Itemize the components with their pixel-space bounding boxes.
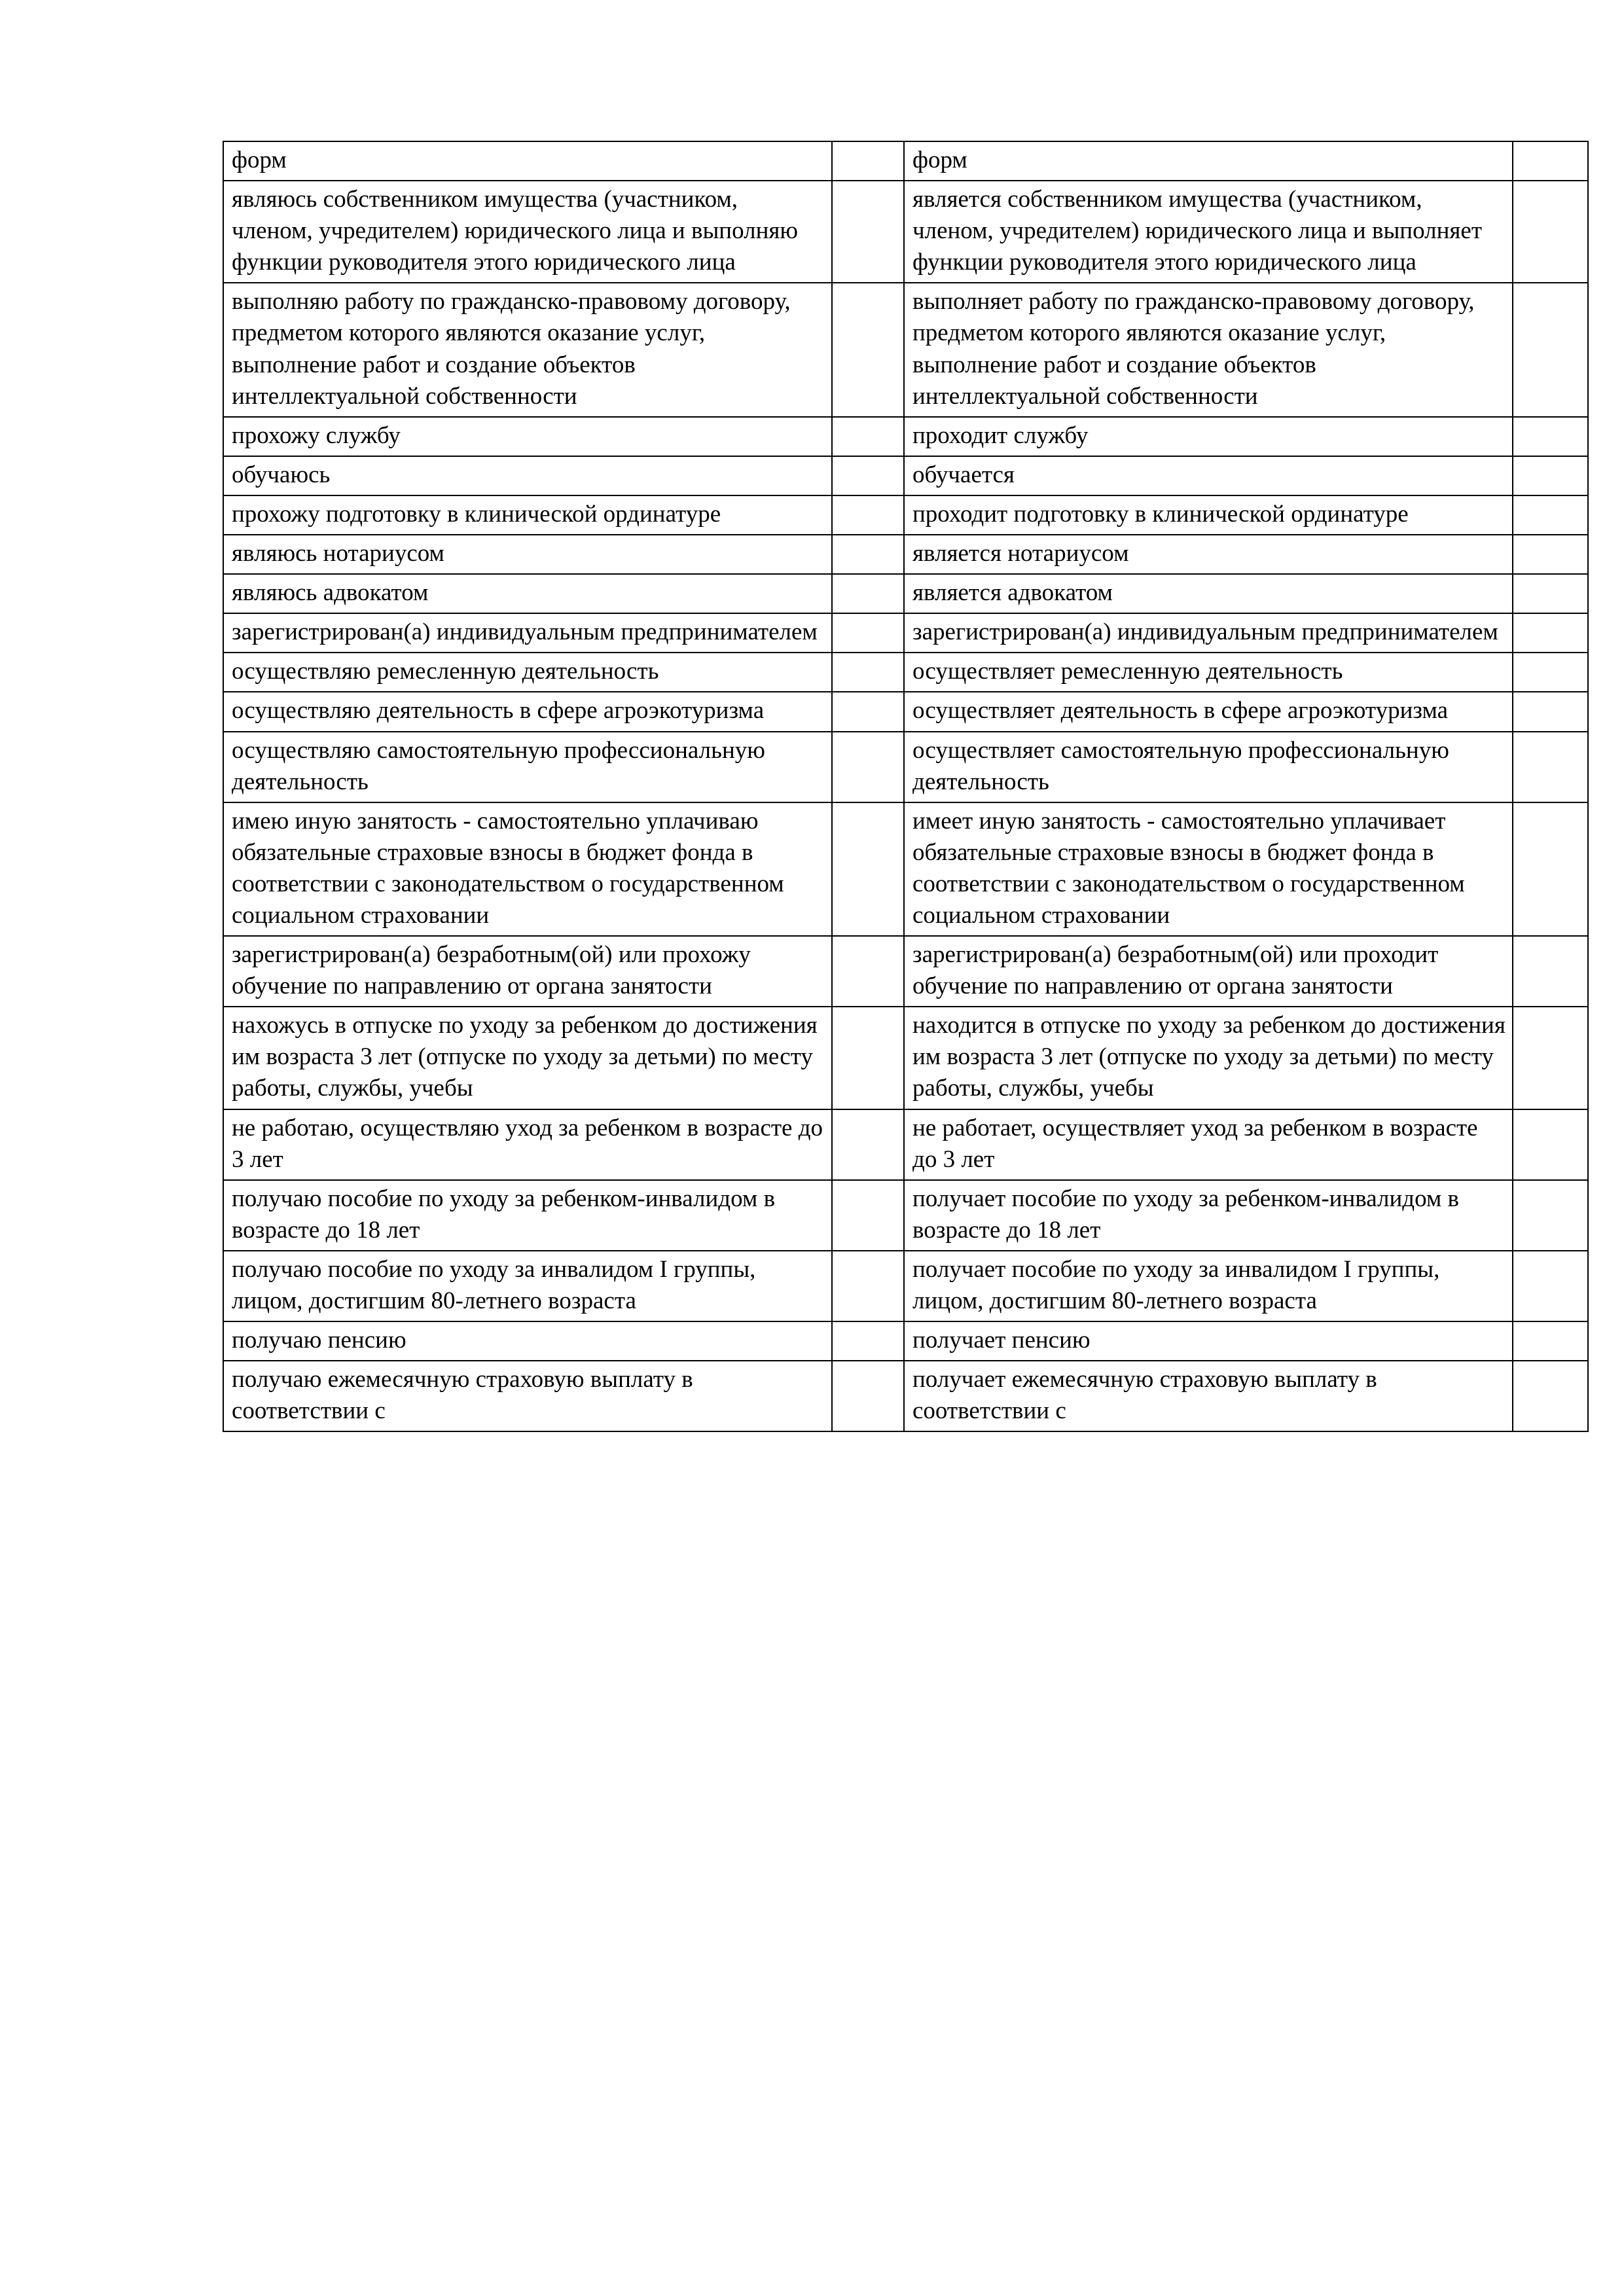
third-person-checkbox-cell[interactable]: [1513, 535, 1588, 574]
table-row: [223, 613, 1588, 653]
self-checkbox-cell[interactable]: [832, 181, 904, 283]
table-body: [223, 141, 1588, 1431]
self-checkbox-cell[interactable]: [832, 732, 904, 802]
self-statement-cell: [223, 535, 832, 574]
self-statement-cell: [223, 1251, 832, 1321]
table-row: [223, 802, 1588, 936]
self-checkbox-cell[interactable]: [832, 1321, 904, 1361]
self-statement-text: прохожу службу: [232, 422, 401, 449]
third-person-statement-cell: [904, 1251, 1513, 1321]
table-row: [223, 653, 1588, 692]
third-person-checkbox-cell[interactable]: [1513, 495, 1588, 535]
self-statement-text: зарегистрирован(а) индивидуальным предпринимателем: [232, 619, 818, 646]
self-statement-cell: [223, 653, 832, 692]
third-person-statement-cell: [904, 181, 1513, 283]
self-statement-text: имею иную занятость - самостоятельно уплачиваю обязательные страховые взносы в бюджет фонда в соответствии с законодательством о государственном социальном страховании: [232, 807, 784, 929]
self-statement-cell: [223, 456, 832, 495]
third-person-statement-cell: [904, 936, 1513, 1007]
third-person-statement-cell: [904, 495, 1513, 535]
third-person-statement-cell: [904, 456, 1513, 495]
third-person-statement-text: не работает, осуществляет уход за ребенком в возрасте до 3 лет: [912, 1114, 1478, 1173]
third-person-statement-text: форм: [912, 147, 967, 173]
third-person-checkbox-cell[interactable]: [1513, 456, 1588, 495]
self-checkbox-cell[interactable]: [832, 1007, 904, 1109]
self-statement-text: выполняю работу по гражданско-правовому договору, предметом которого являются оказание услуг, выполнение работ и создание объектов интеллектуальной собственности: [232, 288, 791, 410]
table-row: [223, 1180, 1588, 1251]
self-statement-cell: [223, 141, 832, 181]
table-row: [223, 1109, 1588, 1180]
third-person-statement-cell: [904, 1321, 1513, 1361]
self-statement-text: нахожусь в отпуске по уходу за ребенком до достижения им возраста 3 лет (отпуске по уходу за детьми) по месту работы, службы, учебы: [232, 1012, 818, 1102]
third-person-statement-text: обучается: [912, 461, 1015, 488]
table-row: [223, 283, 1588, 416]
self-checkbox-cell[interactable]: [832, 535, 904, 574]
self-statement-cell: [223, 283, 832, 416]
third-person-statement-text: проходит службу: [912, 422, 1089, 449]
third-person-statement-cell: [904, 141, 1513, 181]
third-person-statement-text: проходит подготовку в клинической ординатуре: [912, 500, 1409, 528]
table-row: [223, 535, 1588, 574]
third-person-statement-text: имеет иную занятость - самостоятельно уплачивает обязательные страховые взносы в бюджет фонда в соответствии с законодательством о государственном социальном страховании: [912, 807, 1465, 929]
third-person-statement-cell: [904, 535, 1513, 574]
table-row: [223, 456, 1588, 495]
self-statement-text: осуществляю самостоятельную профессиональную деятельность: [232, 736, 765, 795]
third-person-statement-text: является адвокатом: [912, 579, 1113, 607]
self-checkbox-cell[interactable]: [832, 1251, 904, 1321]
self-statement-text: получаю пособие по уходу за инвалидом I группы, лицом, достигшим 80-летнего возраста: [232, 1255, 756, 1314]
third-person-checkbox-cell[interactable]: [1513, 141, 1588, 181]
third-person-statement-cell: [904, 574, 1513, 613]
table-row: [223, 417, 1588, 456]
third-person-statement-cell: [904, 1007, 1513, 1109]
table-row: [223, 141, 1588, 181]
self-statement-text: являюсь нотариусом: [232, 540, 444, 567]
third-person-checkbox-cell[interactable]: [1513, 692, 1588, 731]
self-checkbox-cell[interactable]: [832, 1109, 904, 1180]
self-statement-text: зарегистрирован(а) безработным(ой) или прохожу обучение по направлению от органа занятости: [232, 941, 751, 1000]
self-statement-cell: [223, 495, 832, 535]
table-row: [223, 692, 1588, 731]
third-person-statement-cell: [904, 1180, 1513, 1251]
self-statement-cell: [223, 732, 832, 802]
third-person-statement-text: является собственником имущества (участником, членом, учредителем) юридического лица и выполняет функции руководителя этого юридического лица: [912, 186, 1482, 276]
third-person-statement-cell: [904, 732, 1513, 802]
self-statement-cell: [223, 417, 832, 456]
self-statement-text: получаю ежемесячную страховую выплату в соответствии с: [232, 1366, 693, 1425]
third-person-statement-text: осуществляет деятельность в сфере агроэкотуризма: [912, 697, 1449, 725]
table-row: [223, 936, 1588, 1007]
self-statement-text: получаю пенсию: [232, 1327, 406, 1354]
self-statement-cell: [223, 692, 832, 731]
third-person-statement-text: получает пособие по уходу за ребенком-инвалидом в возрасте до 18 лет: [912, 1185, 1459, 1244]
third-person-statement-text: зарегистрирован(а) безработным(ой) или проходит обучение по направлению от органа занятости: [912, 941, 1439, 1000]
third-person-statement-cell: [904, 1109, 1513, 1180]
table-row: [223, 181, 1588, 283]
self-statement-cell: [223, 1180, 832, 1251]
third-person-checkbox-cell[interactable]: [1513, 653, 1588, 692]
self-statement-cell: [223, 574, 832, 613]
self-statement-cell: [223, 613, 832, 653]
third-person-checkbox-cell[interactable]: [1513, 802, 1588, 936]
third-person-statement-text: получает пенсию: [912, 1327, 1091, 1354]
third-person-statement-text: получает ежемесячную страховую выплату в соответствии с: [912, 1366, 1377, 1425]
self-statement-text: осуществляю деятельность в сфере агроэкотуризма: [232, 697, 765, 725]
third-person-checkbox-cell[interactable]: [1513, 1321, 1588, 1361]
table-row: [223, 1251, 1588, 1321]
self-statement-text: форм: [232, 147, 287, 173]
third-person-checkbox-cell[interactable]: [1513, 1109, 1588, 1180]
self-statement-text: осуществляю ремесленную деятельность: [232, 658, 659, 685]
self-checkbox-cell[interactable]: [832, 613, 904, 653]
table-row: [223, 1321, 1588, 1361]
self-statement-text: являюсь адвокатом: [232, 579, 429, 607]
self-statement-cell: [223, 1361, 832, 1431]
third-person-checkbox-cell[interactable]: [1513, 181, 1588, 283]
table-row: [223, 574, 1588, 613]
third-person-checkbox-cell[interactable]: [1513, 574, 1588, 613]
third-person-statement-cell: [904, 802, 1513, 936]
third-person-checkbox-cell[interactable]: [1513, 1007, 1588, 1109]
self-statement-text: прохожу подготовку в клинической ординатуре: [232, 500, 721, 528]
self-checkbox-cell[interactable]: [832, 141, 904, 181]
self-statement-cell: [223, 1321, 832, 1361]
third-person-statement-text: зарегистрирован(а) индивидуальным предпринимателем: [912, 619, 1498, 646]
self-statement-cell: [223, 936, 832, 1007]
table-row: [223, 732, 1588, 802]
third-person-checkbox-cell[interactable]: [1513, 1251, 1588, 1321]
self-statement-cell: [223, 1109, 832, 1180]
self-statement-cell: [223, 802, 832, 936]
third-person-statement-text: осуществляет ремесленную деятельность: [912, 658, 1343, 685]
third-person-statement-text: находится в отпуске по уходу за ребенком до достижения им возраста 3 лет (отпуске по уходу за детьми) по месту работы, службы, учебы: [912, 1012, 1506, 1102]
self-checkbox-cell[interactable]: [832, 417, 904, 456]
third-person-statement-text: осуществляет самостоятельную профессиональную деятельность: [912, 736, 1449, 795]
third-person-checkbox-cell[interactable]: [1513, 283, 1588, 416]
table-row: [223, 495, 1588, 535]
self-checkbox-cell[interactable]: [832, 802, 904, 936]
self-checkbox-cell[interactable]: [832, 936, 904, 1007]
self-checkbox-cell[interactable]: [832, 574, 904, 613]
self-checkbox-cell[interactable]: [832, 653, 904, 692]
third-person-checkbox-cell[interactable]: [1513, 417, 1588, 456]
self-statement-text: получаю пособие по уходу за ребенком-инвалидом в возрасте до 18 лет: [232, 1185, 776, 1244]
third-person-checkbox-cell[interactable]: [1513, 936, 1588, 1007]
third-person-checkbox-cell[interactable]: [1513, 613, 1588, 653]
third-person-checkbox-cell[interactable]: [1513, 732, 1588, 802]
self-checkbox-cell[interactable]: [832, 283, 904, 416]
self-checkbox-cell[interactable]: [832, 456, 904, 495]
self-statement-text: не работаю, осуществляю уход за ребенком в возрасте до 3 лет: [232, 1114, 823, 1173]
self-checkbox-cell[interactable]: [832, 1361, 904, 1431]
self-statement-cell: [223, 1007, 832, 1109]
third-person-statement-cell: [904, 653, 1513, 692]
table-row: [223, 1007, 1588, 1109]
third-person-statement-cell: [904, 1361, 1513, 1431]
self-statement-text: являюсь собственником имущества (участником, членом, учредителем) юридического лица и выполняю функции руководителя этого юридического лица: [232, 186, 799, 276]
third-person-statement-cell: [904, 283, 1513, 416]
third-person-statement-text: выполняет работу по гражданско-правовому договору, предметом которого являются оказание услуг, выполнение работ и создание объектов интеллектуальной собственности: [912, 288, 1475, 410]
third-person-statement-cell: [904, 417, 1513, 456]
third-person-statement-text: получает пособие по уходу за инвалидом I группы, лицом, достигшим 80-летнего возраста: [912, 1255, 1440, 1314]
self-statement-text: обучаюсь: [232, 461, 331, 488]
self-checkbox-cell[interactable]: [832, 1180, 904, 1251]
third-person-statement-text: является нотариусом: [912, 540, 1129, 567]
statements-table: [223, 141, 1589, 1432]
table-row: [223, 1361, 1588, 1431]
third-person-checkbox-cell[interactable]: [1513, 1361, 1588, 1431]
third-person-checkbox-cell[interactable]: [1513, 1180, 1588, 1251]
third-person-statement-cell: [904, 613, 1513, 653]
self-statement-cell: [223, 181, 832, 283]
self-checkbox-cell[interactable]: [832, 692, 904, 731]
self-checkbox-cell[interactable]: [832, 495, 904, 535]
third-person-statement-cell: [904, 692, 1513, 731]
